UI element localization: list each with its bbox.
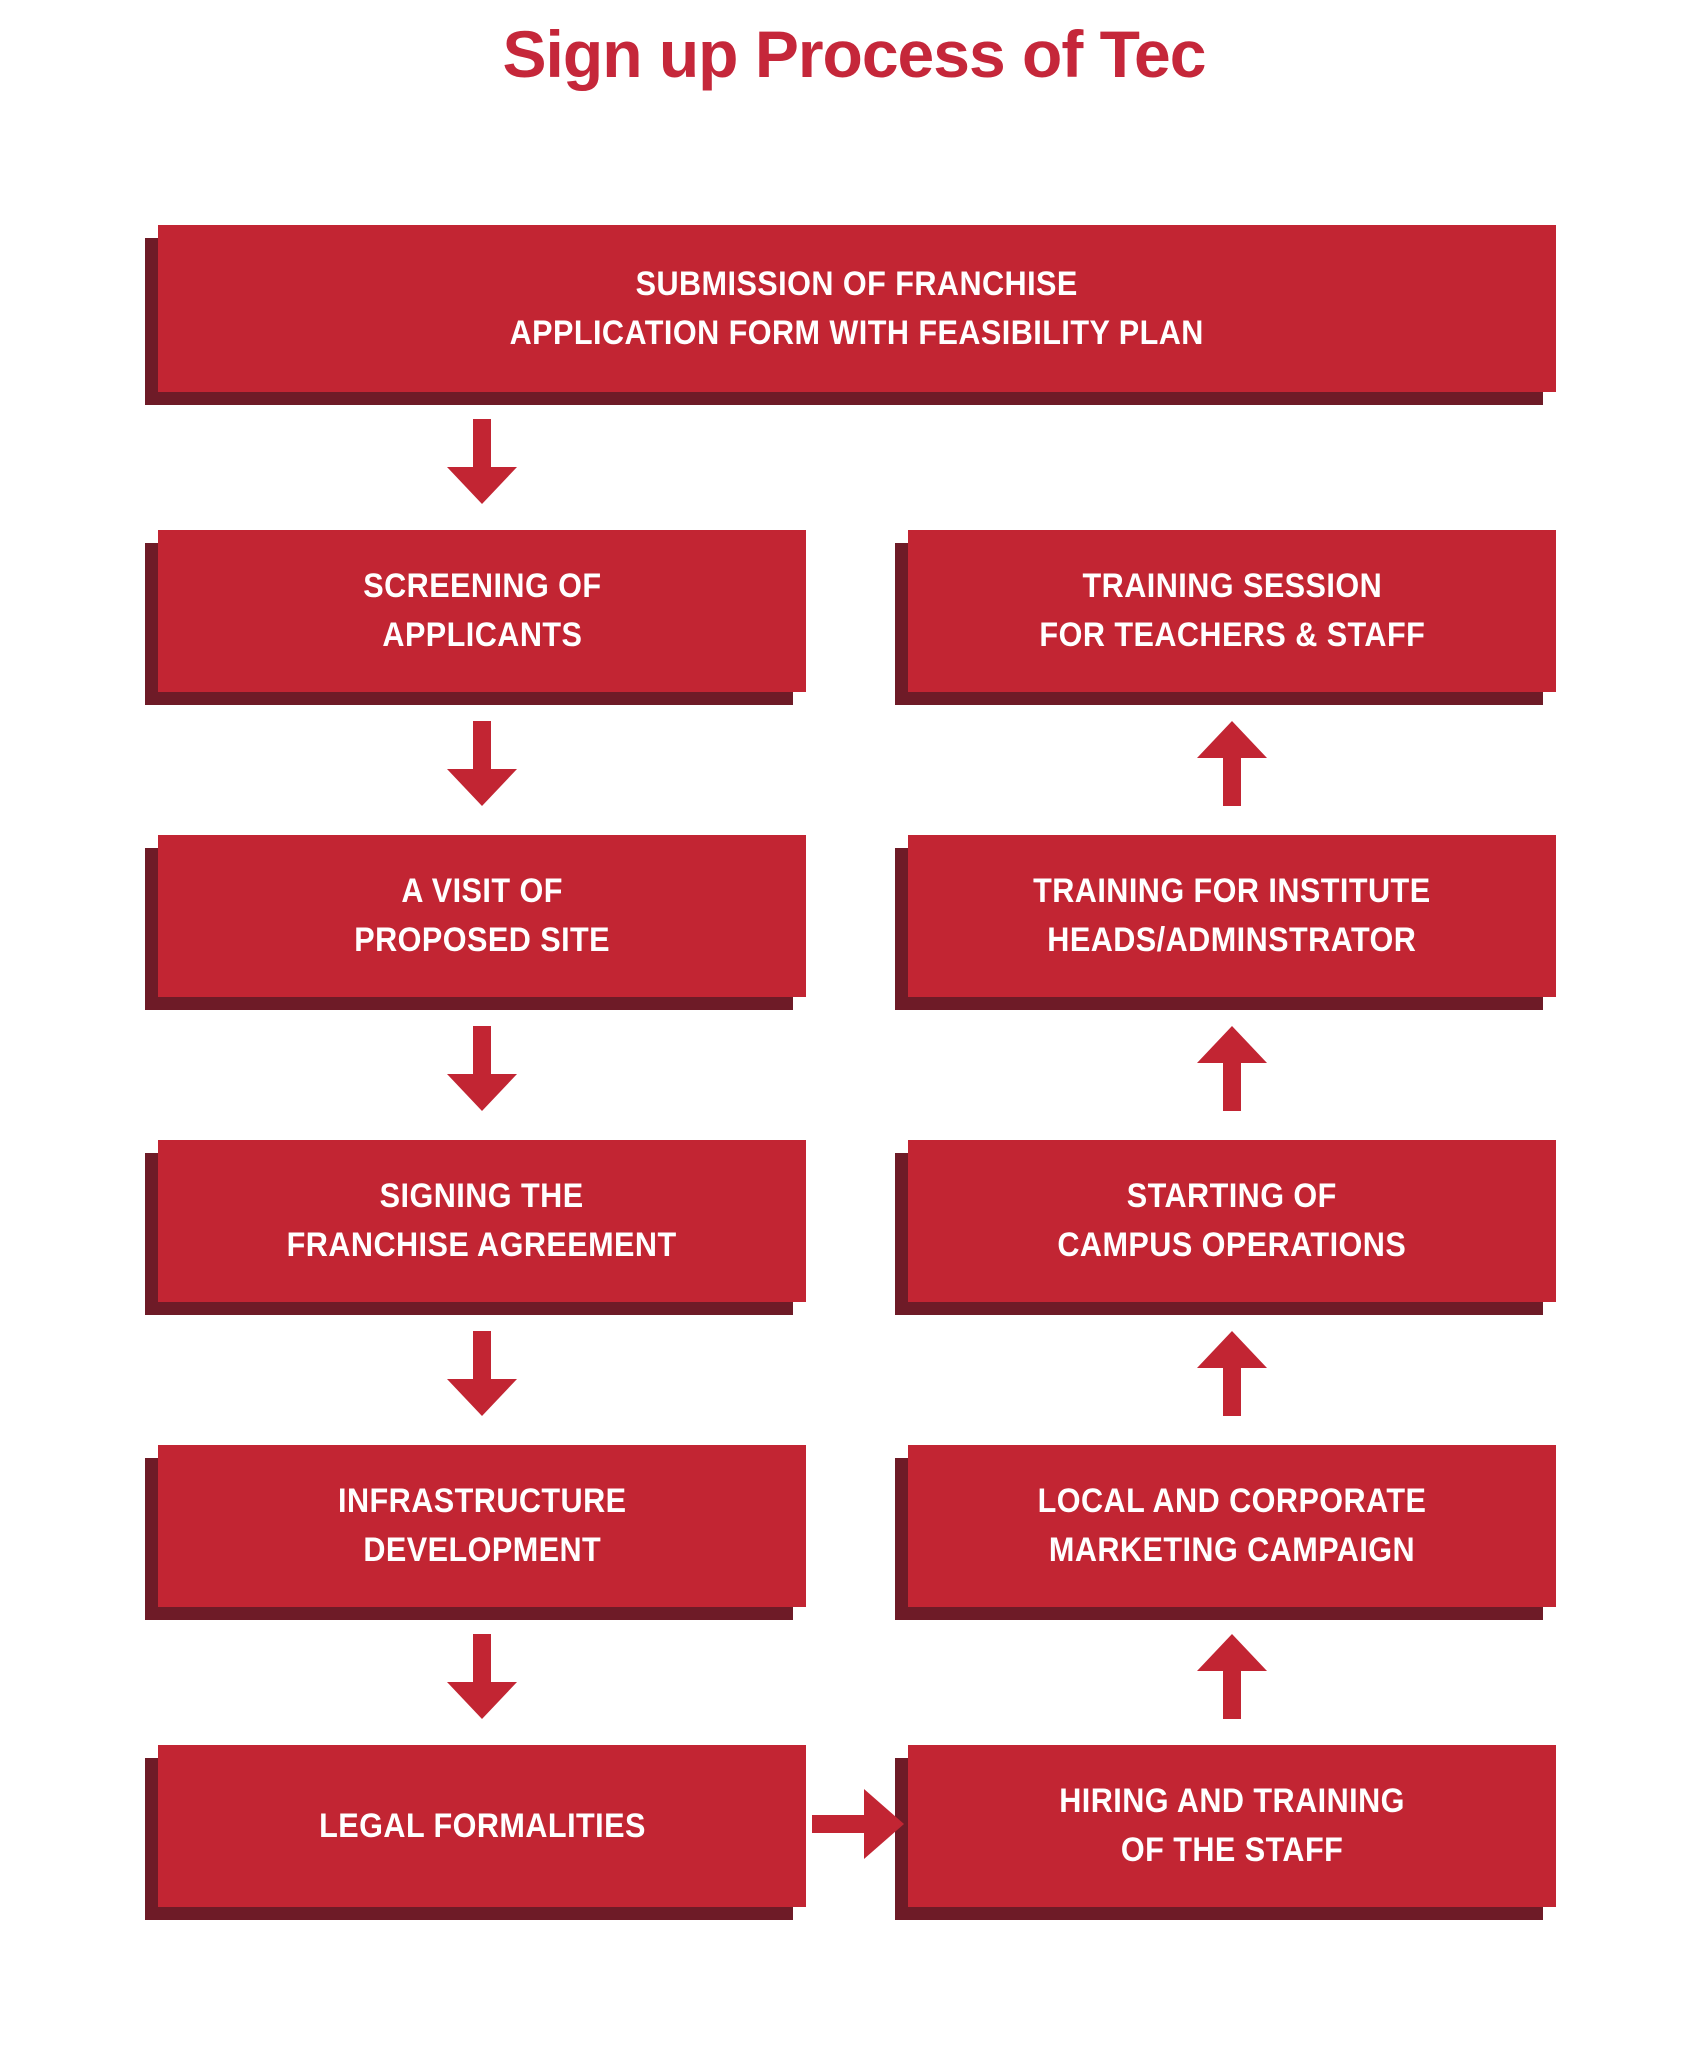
flow-box-label bbox=[354, 867, 610, 965]
flow-box-legal-formalities bbox=[158, 1745, 806, 1907]
flow-box-submission bbox=[158, 225, 1556, 392]
label-line: LOCAL AND CORPORATE bbox=[1037, 1482, 1427, 1520]
label-line: CAMPUS OPERATIONS bbox=[1057, 1226, 1407, 1264]
arrow-up-icon bbox=[1197, 1331, 1267, 1416]
label-line: TRAINING SESSION bbox=[1082, 567, 1382, 605]
label-line: PROPOSED SITE bbox=[354, 921, 610, 959]
label-line: MARKETING CAMPAIGN bbox=[1048, 1531, 1416, 1569]
label-line: INFRASTRUCTURE bbox=[337, 1482, 627, 1520]
flow-box-training-session-teachers-staff bbox=[908, 530, 1556, 692]
label-line: OF THE STAFF bbox=[1120, 1831, 1344, 1869]
flow-box-infrastructure-development bbox=[158, 1445, 806, 1607]
arrow-up-icon bbox=[1197, 721, 1267, 806]
flow-box-label bbox=[1059, 1777, 1405, 1875]
label-line: HEADS/ADMINSTRATOR bbox=[1047, 921, 1417, 959]
label-line: FRANCHISE AGREEMENT bbox=[287, 1226, 677, 1264]
flow-box-label bbox=[1039, 562, 1425, 660]
flow-box-label bbox=[363, 562, 601, 660]
label-line: LEGAL FORMALITIES bbox=[318, 1806, 646, 1845]
label-line: APPLICANTS bbox=[381, 616, 582, 654]
flow-box-screening-of-applicants bbox=[158, 530, 806, 692]
flow-box-label bbox=[287, 1172, 677, 1270]
flow-box-label bbox=[510, 260, 1204, 358]
flow-box-starting-campus-operations bbox=[908, 1140, 1556, 1302]
label-line: A VISIT OF bbox=[401, 872, 563, 910]
flow-box-training-institute-heads bbox=[908, 835, 1556, 997]
label-line: SCREENING OF bbox=[362, 567, 602, 605]
label-line: STARTING OF bbox=[1126, 1177, 1338, 1215]
label-line: DEVELOPMENT bbox=[363, 1531, 601, 1569]
label-line: APPLICATION FORM WITH FEASIBILITY PLAN bbox=[509, 313, 1205, 352]
label-line: FOR TEACHERS & STAFF bbox=[1039, 616, 1425, 654]
label-line: SUBMISSION OF FRANCHISE bbox=[635, 264, 1079, 303]
flow-box-label bbox=[1058, 1172, 1407, 1270]
flow-box-visit-of-proposed-site bbox=[158, 835, 806, 997]
page-title: Sign up Process of Tec bbox=[502, 17, 1206, 91]
arrow-down-icon bbox=[447, 419, 517, 504]
flow-box-hiring-training-staff bbox=[908, 1745, 1556, 1907]
flow-box-signing-franchise-agreement bbox=[158, 1140, 806, 1302]
arrow-down-icon bbox=[447, 1331, 517, 1416]
arrow-up-icon bbox=[1197, 1634, 1267, 1719]
arrow-down-icon bbox=[447, 721, 517, 806]
label-line: HIRING AND TRAINING bbox=[1059, 1782, 1405, 1820]
flow-box-label bbox=[338, 1477, 626, 1575]
arrow-right-icon bbox=[812, 1789, 904, 1859]
flow-box-label bbox=[1038, 1477, 1427, 1575]
arrow-down-icon bbox=[447, 1634, 517, 1719]
label-line: SIGNING THE bbox=[380, 1177, 584, 1215]
flow-box-local-corporate-marketing bbox=[908, 1445, 1556, 1607]
label-line: TRAINING FOR INSTITUTE bbox=[1033, 872, 1431, 910]
flow-box-label bbox=[1033, 867, 1430, 965]
arrow-up-icon bbox=[1197, 1026, 1267, 1111]
arrow-down-icon bbox=[447, 1026, 517, 1111]
flow-box-label bbox=[319, 1802, 646, 1851]
